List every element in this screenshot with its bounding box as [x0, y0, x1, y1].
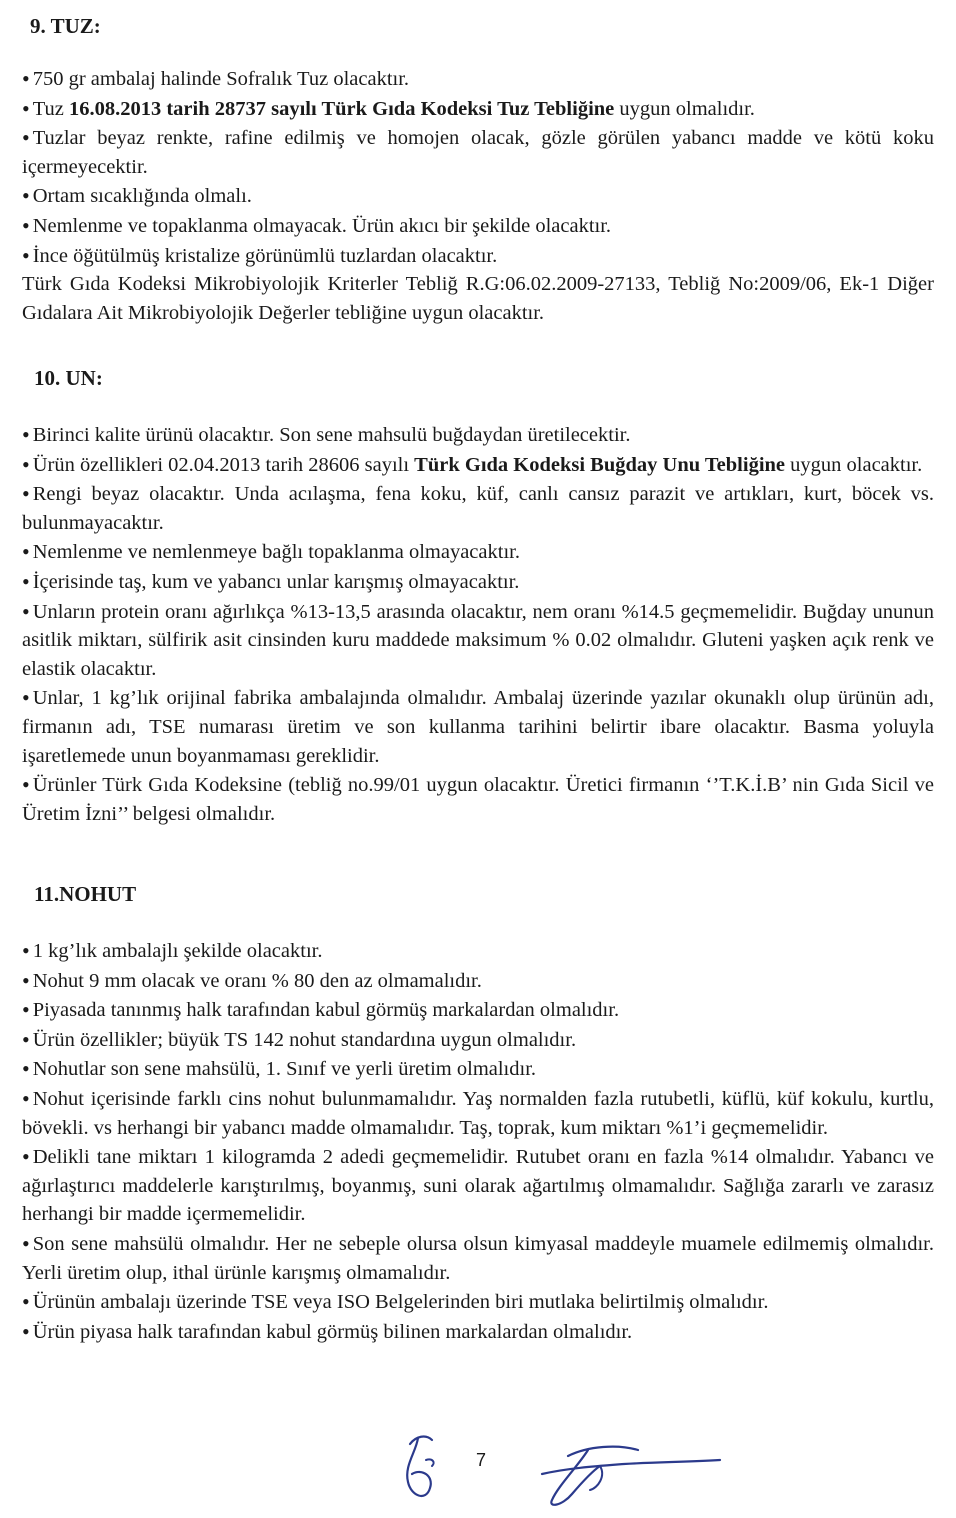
list-item: • 1 kg’lık ambalajlı şekilde olacaktır.: [22, 936, 934, 966]
list-item: • Ürünün ambalajı üzerinde TSE veya ISO Belgelerinden biri mutlaka belirtilmiş olmalıdır.: [22, 1287, 934, 1317]
list-item: • Piyasada tanınmış halk tarafından kabul görmüş markalardan olmalıdır.: [22, 995, 934, 1025]
list-item: • Ortam sıcaklığında olmalı.: [22, 181, 934, 211]
list-item: • Nemlenme ve nemlenmeye bağlı topaklanma olmayacaktır.: [22, 537, 934, 567]
list-item: • Delikli tane miktarı 1 kilogramda 2 adedi geçmemelidir. Rutubet oranı en fazla %14 olmalıdır. Yabancı ve ağırlaştırıcı maddelerle karıştırılmış, boyanmış, suni olarak ağartılmış olmamalıdır. Sağlığa zararlı ve zarasız herhangi bir madde içermemelidir.: [22, 1142, 934, 1229]
section-9-regulation-note: Türk Gıda Kodeksi Mikrobiyolojik Kriterler Tebliğ R.G:06.02.2009-27133, Tebliğ No:2009/06, Ek-1 Diğer Gıdalara Ait Mikrobiyolojik Değerler tebliğine uygun olacaktır.: [22, 273, 934, 324]
list-item: • Ürün özellikler; büyük TS 142 nohut standardına uygun olmalıdır.: [22, 1025, 934, 1055]
list-item: • Tuz 16.08.2013 tarih 28737 sayılı Türk Gıda Kodeksi Tuz Tebliğine uygun olmalıdır.: [22, 94, 934, 124]
list-item: • 750 gr ambalaj halinde Sofralık Tuz olacaktır.: [22, 64, 934, 94]
list-item: • Nohut içerisinde farklı cins nohut bulunmamalıdır. Yaş normalden fazla rutubetli, küflü, küf kokulu, kurtlu, bövekli. vs herhangi bir yabancı madde olmamalıdır. Taş, toprak, kum miktarı %1’i geçmemelidir.: [22, 1084, 934, 1142]
list-item: • Unlar, 1 kg’lık orijinal fabrika ambalajında olmalıdır. Ambalaj üzerinde yazılar okunaklı olup ürünün adı, firmanın adı, TSE numarası üretim ve son kullanma tarihini belirtir ibare olacaktır. Basma yoluyla işaretlemede unun boyanmaması gereklidir.: [22, 683, 934, 770]
list-item: • İnce öğütülmüş kristalize görünümlü tuzlardan olacaktır.: [22, 241, 934, 271]
list-item: • Nohut 9 mm olacak ve oranı % 80 den az olmamalıdır.: [22, 966, 934, 996]
initials-signature-icon: [396, 1432, 446, 1508]
list-item: • Tuzlar beyaz renkte, rafine edilmiş ve homojen olacak, gözle görülen yabancı madde ve kötü koku içermeyecektir.: [22, 123, 934, 181]
section-10-list: [22, 420, 934, 828]
list-item: • Nemlenme ve topaklanma olmayacak. Ürün akıcı bir şekilde olacaktır.: [22, 211, 934, 241]
signature-icon: [528, 1436, 724, 1512]
list-item: • Rengi beyaz olacaktır. Unda acılaşma, fena koku, küf, canlı cansız parazit ve artıkları, kurt, böcek vs. bulunmayacaktır.: [22, 479, 934, 537]
list-item: • Ürünler Türk Gıda Kodeksine (tebliğ no.99/01 uygun olacaktır. Üretici firmanın ‘’T.K.İ.B’ nin Gıda Sicil ve Üretim İzni’’ belgesi olmalıdır.: [22, 770, 934, 828]
section-11-heading: 11.NOHUT: [34, 882, 137, 906]
section-10-heading: 10. UN:: [34, 366, 103, 390]
list-item: • Unların protein oranı ağırlıkça %13-13,5 arasında olacaktır, nem oranı %14.5 geçmemelidir. Buğday ununun asitlik miktarı, sülfirik asit cinsinden kuru maddede maksimum % 0.02 olmalıdır. Gluteni yaşken açık renk ve elastik olacaktır.: [22, 597, 934, 684]
page-number: 7: [476, 1450, 487, 1470]
list-item: • Ürün özellikleri 02.04.2013 tarih 28606 sayılı Türk Gıda Kodeksi Buğday Unu Tebliğine uygun olacaktır.: [22, 450, 934, 480]
section-11-list: [22, 936, 934, 1346]
list-item: • Birinci kalite ürünü olacaktır. Son sene mahsulü buğdaydan üretilecektir.: [22, 420, 934, 450]
section-9-heading: 9. TUZ:: [30, 14, 101, 38]
list-item: • Nohutlar son sene mahsülü, 1. Sınıf ve yerli üretim olmalıdır.: [22, 1054, 934, 1084]
list-item: • Son sene mahsülü olmalıdır. Her ne sebeple olursa olsun kimyasal maddeyle muamele edilmemiş olmalıdır. Yerli üretim olup, ithal ürünle karışmış olmamalıdır.: [22, 1229, 934, 1287]
list-item: • Ürün piyasa halk tarafından kabul görmüş bilinen markalardan olmalıdır.: [22, 1317, 934, 1347]
section-9-list: [22, 64, 934, 327]
list-item: • İçerisinde taş, kum ve yabancı unlar karışmış olmayacaktır.: [22, 567, 934, 597]
